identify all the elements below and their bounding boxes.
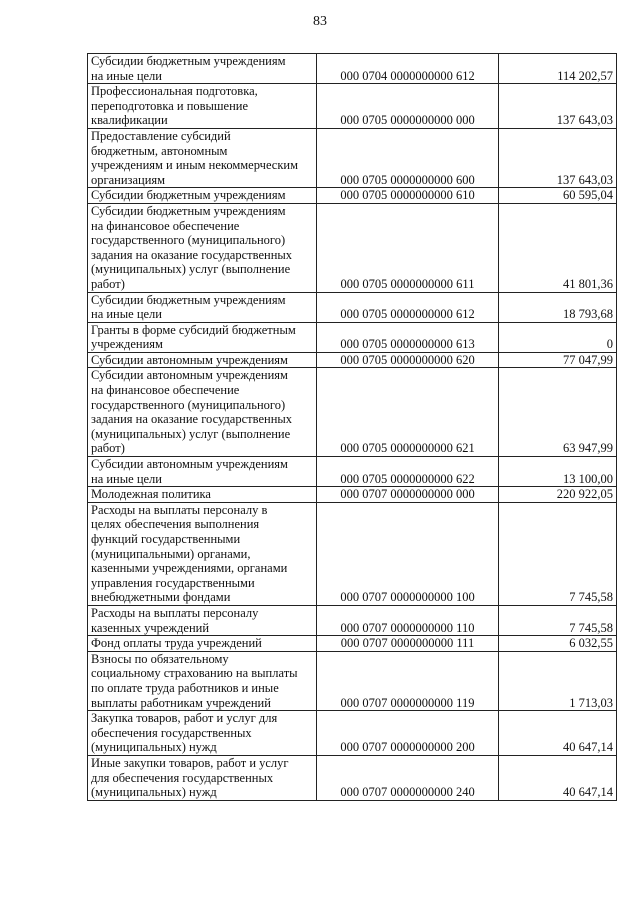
row-name-cell: Субсидии автономным учреждениям на финансовое обеспечение государственного (муниципального) задания на оказание государственных (муниципальных) услуг (выполнение работ) <box>88 368 317 457</box>
row-name-cell: Субсидии автономным учреждениям <box>88 352 317 368</box>
row-name-cell: Иные закупки товаров, работ и услуг для обеспечения государственных (муниципальных) нужд <box>88 755 317 800</box>
table-row <box>88 636 617 652</box>
budget-table-body <box>88 54 617 801</box>
row-code-cell: 000 0705 0000000000 611 <box>317 203 499 292</box>
row-amount-cell: 0 <box>499 322 617 352</box>
row-amount-cell: 137 643,03 <box>499 128 617 187</box>
table-row <box>88 457 617 487</box>
row-amount-cell: 60 595,04 <box>499 188 617 204</box>
row-name-cell: Фонд оплаты труда учреждений <box>88 636 317 652</box>
table-row <box>88 651 617 710</box>
row-code-cell: 000 0705 0000000000 620 <box>317 352 499 368</box>
row-amount-cell: 7 745,58 <box>499 605 617 635</box>
row-code-cell: 000 0704 0000000000 612 <box>317 54 499 84</box>
table-row <box>88 292 617 322</box>
row-code-cell: 000 0707 0000000000 100 <box>317 502 499 605</box>
row-name-cell: Предоставление субсидий бюджетным, автономным учреждениям и иным некоммерческим организациям <box>88 128 317 187</box>
table-row <box>88 54 617 84</box>
row-name-cell: Профессиональная подготовка, переподготовка и повышение квалификации <box>88 84 317 129</box>
row-amount-cell: 7 745,58 <box>499 502 617 605</box>
row-amount-cell: 13 100,00 <box>499 457 617 487</box>
table-row <box>88 711 617 756</box>
row-name-cell: Закупка товаров, работ и услуг для обеспечения государственных (муниципальных) нужд <box>88 711 317 756</box>
row-name-cell: Субсидии бюджетным учреждениям на финансовое обеспечение государственного (муниципального) задания на оказание государственных (муниципальных) услуг (выполнение работ) <box>88 203 317 292</box>
row-code-cell: 000 0707 0000000000 200 <box>317 711 499 756</box>
row-name-cell: Гранты в форме субсидий бюджетным учреждениям <box>88 322 317 352</box>
row-code-cell: 000 0707 0000000000 000 <box>317 487 499 503</box>
row-amount-cell: 63 947,99 <box>499 368 617 457</box>
row-code-cell: 000 0705 0000000000 600 <box>317 128 499 187</box>
row-name-cell: Взносы по обязательному социальному страхованию на выплаты по оплате труда работников и иные выплаты работникам учреждений <box>88 651 317 710</box>
table-row <box>88 128 617 187</box>
row-amount-cell: 114 202,57 <box>499 54 617 84</box>
row-code-cell: 000 0705 0000000000 621 <box>317 368 499 457</box>
row-name-cell: Молодежная политика <box>88 487 317 503</box>
table-row <box>88 502 617 605</box>
row-amount-cell: 41 801,36 <box>499 203 617 292</box>
row-amount-cell: 137 643,03 <box>499 84 617 129</box>
table-row <box>88 352 617 368</box>
row-name-cell: Субсидии автономным учреждениям на иные цели <box>88 457 317 487</box>
row-name-cell: Расходы на выплаты персоналу казенных учреждений <box>88 605 317 635</box>
row-name-cell: Расходы на выплаты персоналу в целях обеспечения выполнения функций государственными (муниципальными) органами, казенными учреждениями, органами управления государственными внебюджетными фондами <box>88 502 317 605</box>
row-code-cell: 000 0707 0000000000 240 <box>317 755 499 800</box>
row-amount-cell: 18 793,68 <box>499 292 617 322</box>
table-row <box>88 203 617 292</box>
row-amount-cell: 220 922,05 <box>499 487 617 503</box>
row-amount-cell: 1 713,03 <box>499 651 617 710</box>
row-code-cell: 000 0707 0000000000 110 <box>317 605 499 635</box>
row-code-cell: 000 0705 0000000000 610 <box>317 188 499 204</box>
table-row <box>88 322 617 352</box>
row-code-cell: 000 0707 0000000000 119 <box>317 651 499 710</box>
row-code-cell: 000 0707 0000000000 111 <box>317 636 499 652</box>
row-code-cell: 000 0705 0000000000 622 <box>317 457 499 487</box>
row-amount-cell: 40 647,14 <box>499 755 617 800</box>
table-row <box>88 755 617 800</box>
row-amount-cell: 77 047,99 <box>499 352 617 368</box>
page-number: 83 <box>313 14 327 29</box>
budget-table <box>87 53 617 801</box>
row-name-cell: Субсидии бюджетным учреждениям на иные цели <box>88 54 317 84</box>
table-row <box>88 188 617 204</box>
row-code-cell: 000 0705 0000000000 000 <box>317 84 499 129</box>
row-code-cell: 000 0705 0000000000 612 <box>317 292 499 322</box>
row-amount-cell: 6 032,55 <box>499 636 617 652</box>
row-name-cell: Субсидии бюджетным учреждениям на иные цели <box>88 292 317 322</box>
table-row <box>88 605 617 635</box>
row-code-cell: 000 0705 0000000000 613 <box>317 322 499 352</box>
row-name-cell: Субсидии бюджетным учреждениям <box>88 188 317 204</box>
table-row <box>88 368 617 457</box>
table-row <box>88 487 617 503</box>
table-row <box>88 84 617 129</box>
row-amount-cell: 40 647,14 <box>499 711 617 756</box>
